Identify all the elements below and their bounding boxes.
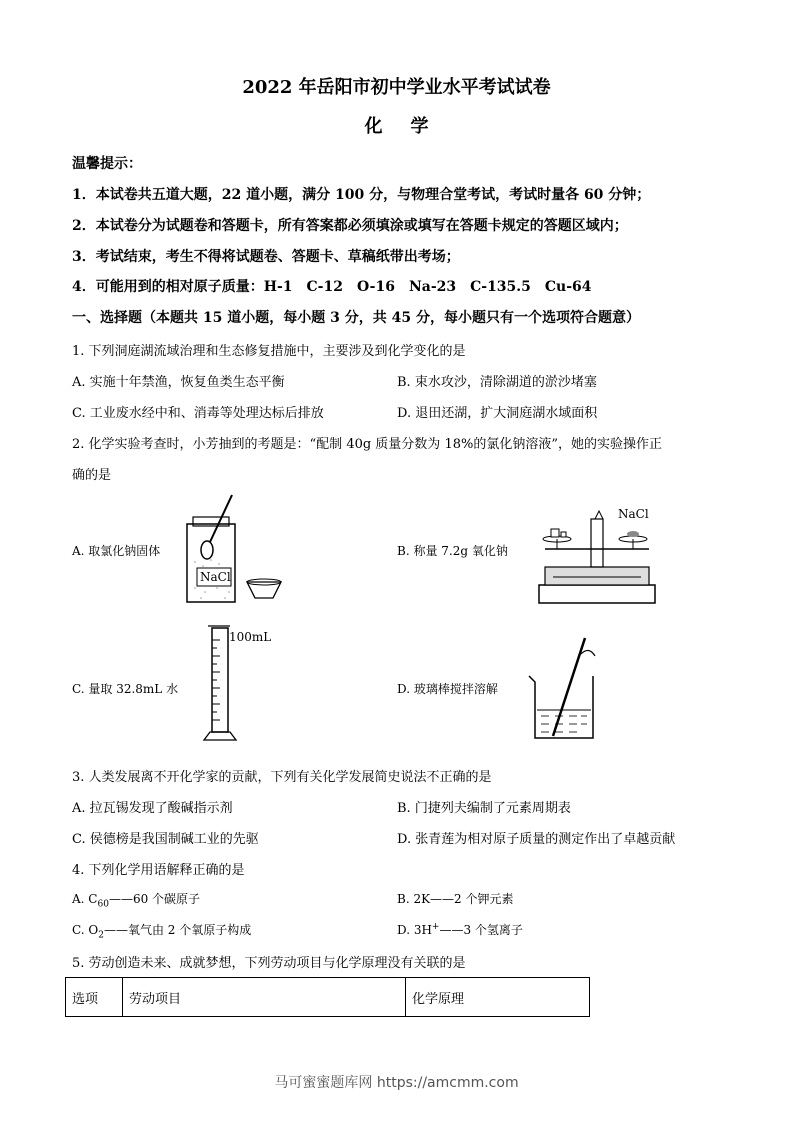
q3-option-d: D. 张青莲为相对原子质量的测定作出了卓越贡献 [397,832,676,847]
q3-stem: 3. 人类发展离不开化学家的贡献，下列有关化学发展简史说法不正确的是 [72,770,492,785]
reagent-bottle-figure [185,492,285,607]
table-header-task: 劳动项目 [123,978,406,1017]
tip-2: 2．本试卷分为试题卷和答题卡，所有答案都必须填涂或填写在答题卡规定的答题区域内； [72,218,628,234]
table-row [66,978,590,1017]
q2-option-a: A. 取氯化钠固体 [72,544,161,558]
q3-option-a: A. 拉瓦锡发现了酸碱指示剂 [72,801,233,816]
q3-option-b: B. 门捷列夫编制了元素周期表 [397,801,571,816]
tip-4: 4．可能用到的相对原子质量：H-1 C-12 O-16 Na-23 C-135.5 Cu-64 [72,279,592,295]
q4-option-b: B. 2K——2 个钾元素 [397,892,514,906]
nacl-balance-label: NaCl [618,507,649,521]
q1-stem: 1. 下列洞庭湖流域治理和生态修复措施中，主要涉及到化学变化的是 [72,344,466,359]
q1-option-c: C. 工业废水经中和、消毒等处理达标后排放 [72,406,324,421]
q5-table [65,977,590,1017]
q2-stem-line2: 确的是 [72,468,112,483]
table-header-option: 选项 [66,978,123,1017]
q3-option-c: C. 侯德榜是我国制碱工业的先驱 [72,832,259,847]
q2-option-d: D. 玻璃棒搅拌溶解 [397,682,498,696]
subject-title: 化学 [364,116,457,137]
tip-3: 3．考试结束，考生不得将试题卷、答题卡、草稿纸带出考场； [72,249,460,265]
beaker-stirring-figure [525,632,605,744]
q4-option-d: D. 3H+——3 个氢离子 [397,922,523,937]
page-title: 2022 年岳阳市初中学业水平考试试卷 [242,77,551,98]
q1-option-a: A. 实施十年禁渔，恢复鱼类生态平衡 [72,375,285,390]
nacl-bottle-label: NaCl [200,570,231,584]
q4-stem: 4. 下列化学用语解释正确的是 [72,863,245,878]
footer-watermark: 马可蜜蜜题库网 https://amcmm.com [274,1075,519,1091]
q2-option-c: C. 量取 32.8mL 水 [72,682,179,696]
tips-heading: 温馨提示： [72,156,142,172]
section-heading: 一、选择题（本题共 15 道小题，每小题 3 分，共 45 分，每小题只有一个选项符合题意） [72,310,640,326]
q1-option-b: B. 束水攻沙，清除湖道的淤沙堵塞 [397,375,597,390]
table-header-principle: 化学原理 [406,978,590,1017]
q5-stem: 5. 劳动创造未来、成就梦想，下列劳动项目与化学原理没有关联的是 [72,956,466,971]
q2-stem-line1: 2. 化学实验考查时，小芳抽到的考题是：“配制 40g 质量分数为 18%的氯化钠溶液”，她的实验操作正 [72,437,662,452]
tip-1: 1．本试卷共五道大题，22 道小题，满分 100 分，与物理合堂考试，考试时量各 60 分钟； [72,187,651,203]
q4-option-c: C. $O_2——$氧气由 2 个氧原子构成 [72,923,252,941]
cylinder-label: 100mL [229,630,272,644]
q1-option-d: D. 退田还湖，扩大洞庭湖水域面积 [397,406,598,421]
q4-option-a: A. $C_{60}——60$ 个碳原子 [72,892,201,910]
q2-option-b: B. 称量 7.2g 氧化钠 [397,544,508,558]
